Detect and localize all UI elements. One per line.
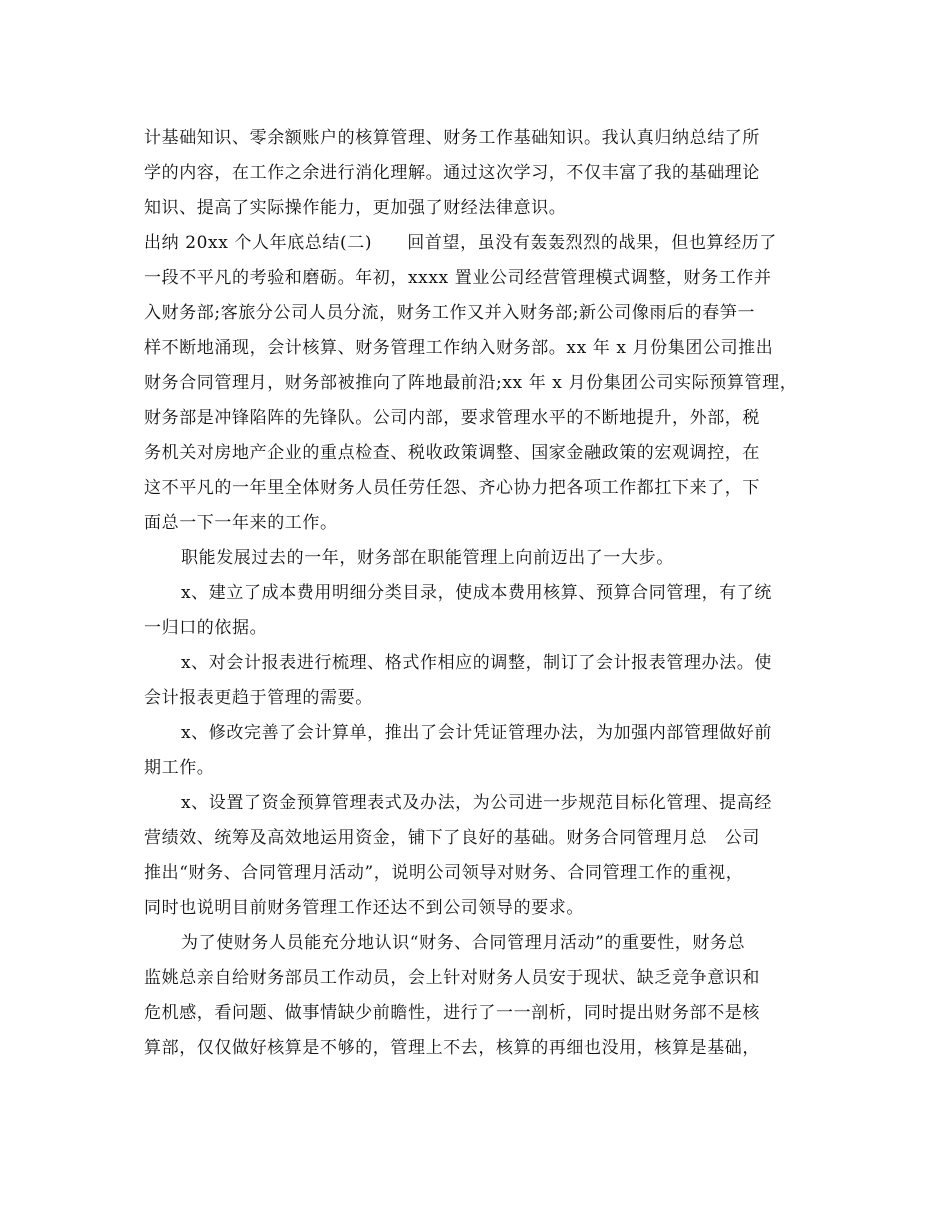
text-line: 期工作。	[144, 758, 215, 778]
text-line: 算部，仅仅做好核算是不够的，管理上不去，核算的再细也没用，核算是基础，	[144, 1038, 760, 1058]
text-line: 样不断地涌现，会计核算、财务管理工作纳入财务部。xx 年 x 月份集团公司推出	[144, 338, 774, 358]
text-line: 同时也说明目前财务管理工作还达不到公司领导的要求。	[144, 898, 584, 918]
paragraph-line-indented: 为了使财务人员能充分地认识“财务、合同管理月活动”的重要性，财务总	[181, 933, 746, 953]
text-line: 知识、提高了实际操作能力，更加强了财经法律意识。	[144, 198, 567, 218]
text-line: 营绩效、统筹及高效地运用资金，铺下了良好的基础。财务合同管理月总 公司	[144, 828, 760, 848]
paragraph-line-indented: 职能发展过去的一年，财务部在职能管理上向前迈出了一大步。	[181, 548, 674, 568]
text-line: 一归口的依据。	[144, 618, 268, 638]
paragraph-line-indented: x、对会计报表进行梳理、格式作相应的调整，制订了会计报表管理办法。使	[181, 653, 772, 673]
text-line: 学的内容，在工作之余进行消化理解。通过这次学习，不仅丰富了我的基础理论	[144, 163, 760, 183]
text-line: 会计报表更趋于管理的需要。	[144, 688, 373, 708]
text-line: 财务部是冲锋陷阵的先锋队。公司内部，要求管理水平的不断地提升，外部，税	[144, 408, 760, 428]
text-line: 推出“财务、合同管理月活动”，说明公司领导对财务、合同管理工作的重视，	[144, 863, 744, 883]
text-line: 计基础知识、零余额账户的核算管理、财务工作基础知识。我认真归纳总结了所	[144, 128, 760, 148]
paragraph-line-indented: x、建立了成本费用明细分类目录，使成本费用核算、预算合同管理，有了统	[181, 583, 772, 603]
text-line: 务机关对房地产企业的重点检查、税收政策调整、国家金融政策的宏观调控，在	[144, 443, 760, 463]
text-line: 一段不平凡的考验和磨砺。年初，xxxx 置业公司经营管理模式调整，财务工作并	[144, 268, 772, 288]
document-body	[144, 121, 814, 1066]
text-line: 财务合同管理月，财务部被推向了阵地最前沿;xx 年 x 月份集团公司实际预算管理，	[144, 373, 798, 393]
text-line: 入财务部;客旅分公司人员分流，财务工作又并入财务部;新公司像雨后的春笋一	[144, 303, 756, 323]
text-line: 监姚总亲自给财务部员工作动员，会上针对财务人员安于现状、缺乏竞争意识和	[144, 968, 760, 988]
section-heading-line: 出纳 20xx 个人年底总结(二) 回首望，虽没有轰轰烈烈的战果，但也算经历了	[144, 233, 777, 253]
text-line: 面总一下一年来的工作。	[144, 513, 338, 533]
paragraph-line-indented: x、设置了资金预算管理表式及办法，为公司进一步规范目标化管理、提高经	[181, 793, 772, 813]
text-line: 危机感，看问题、做事情缺少前瞻性，进行了一一剖析，同时提出财务部不是核	[144, 1003, 760, 1023]
text-line: 这不平凡的一年里全体财务人员任劳任怨、齐心协力把各项工作都扛下来了，下	[144, 478, 760, 498]
paragraph-line-indented: x、修改完善了会计算单，推出了会计凭证管理办法，为加强内部管理做好前	[181, 723, 772, 743]
